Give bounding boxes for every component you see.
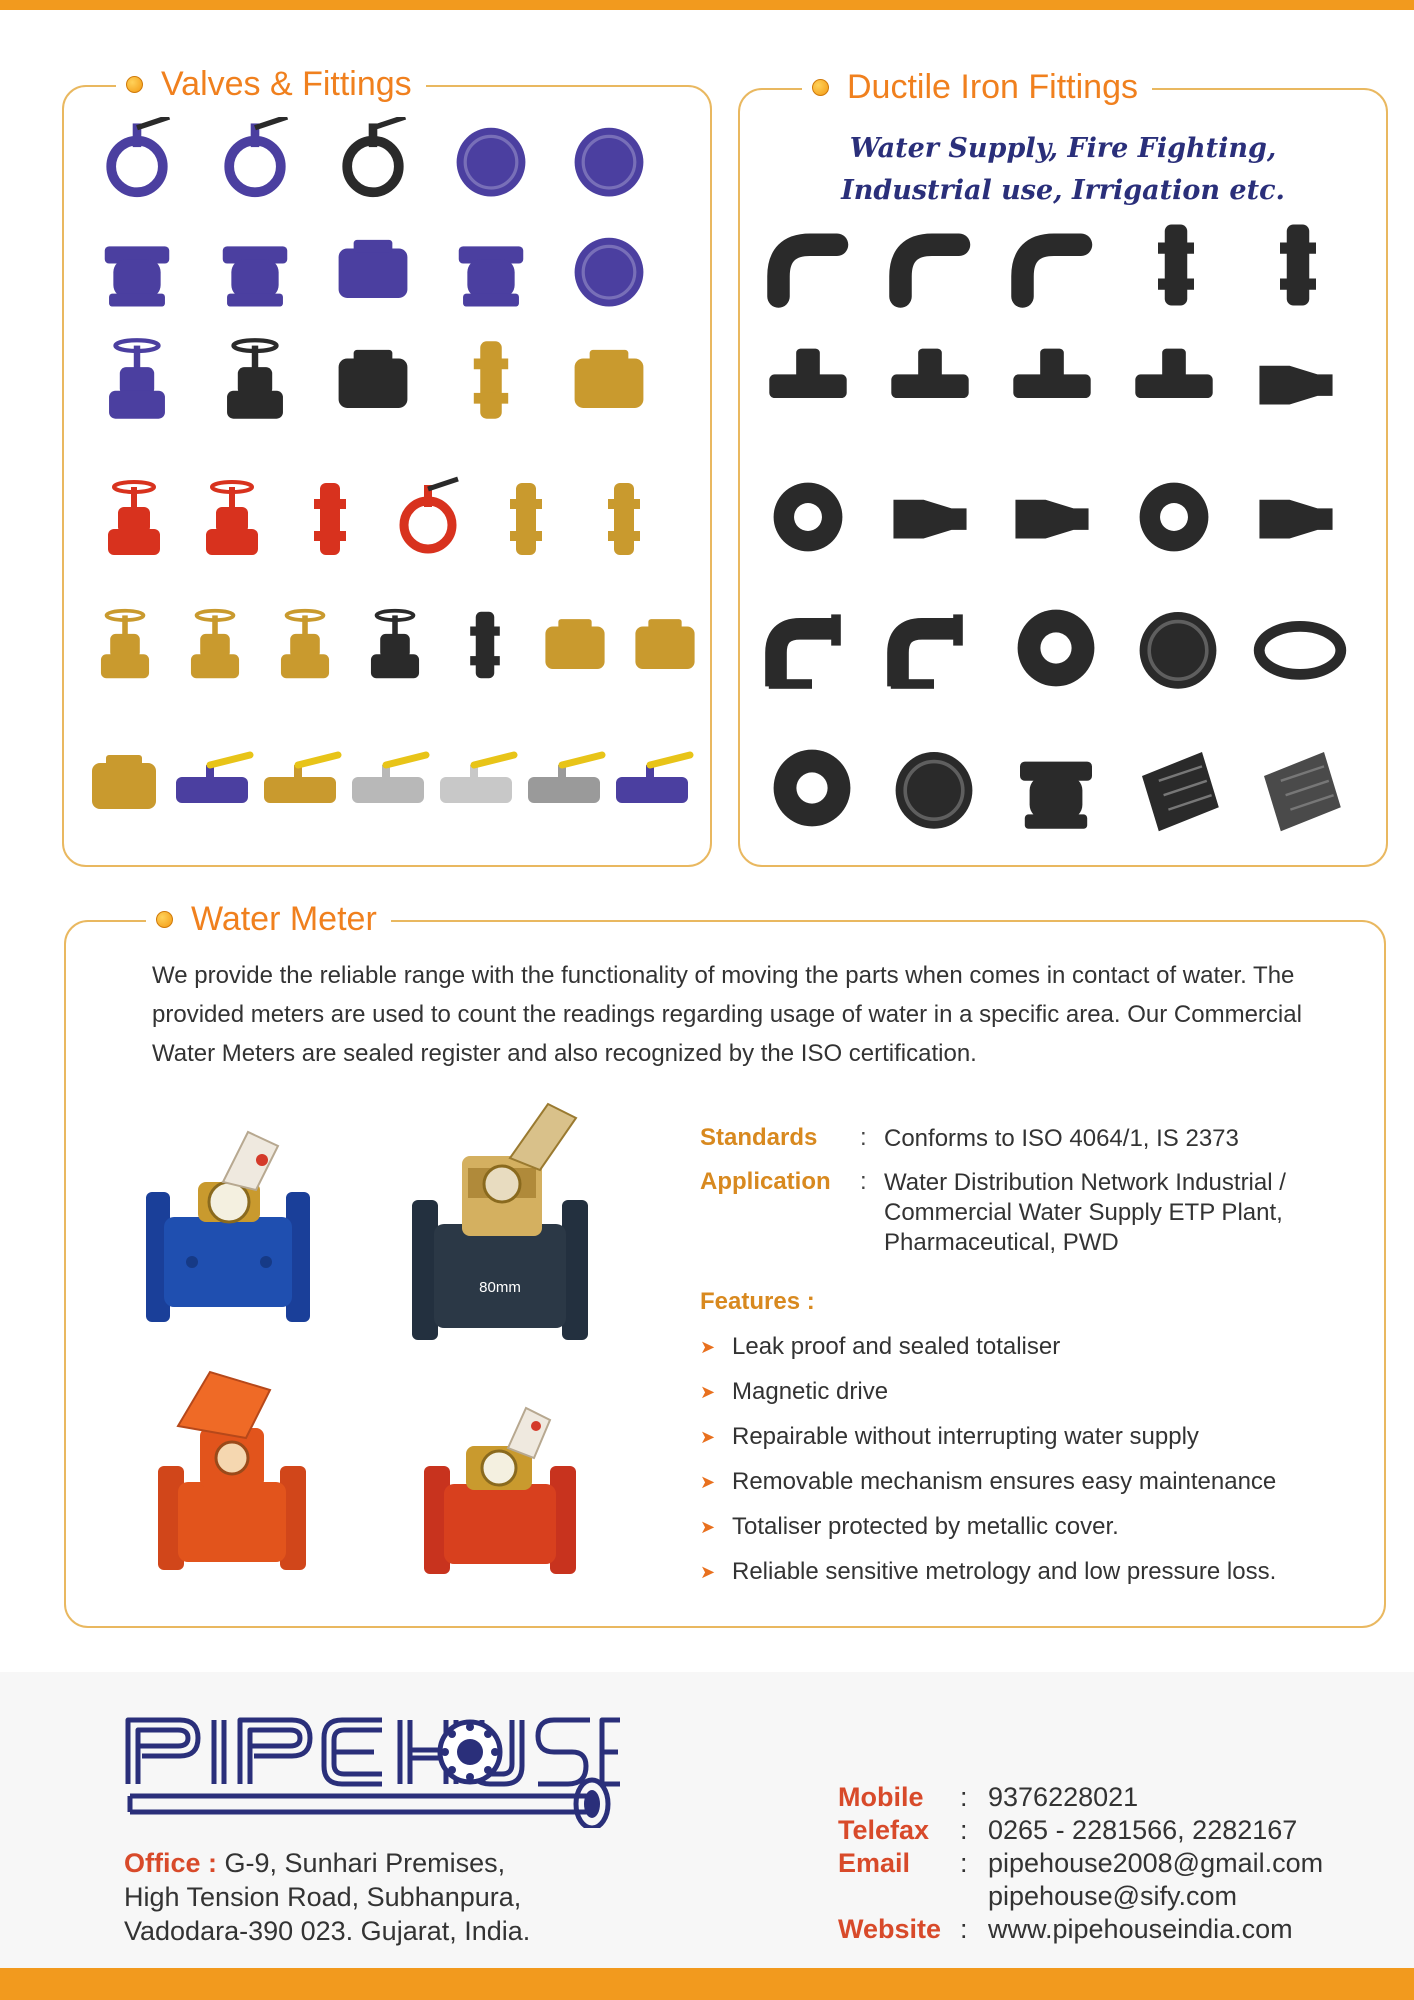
arrow-right-icon: ➤ (700, 1561, 716, 1582)
website-colon: : (960, 1914, 968, 1944)
website-link[interactable]: www.pipehouseindia.com (988, 1914, 1293, 1944)
standards-colon: : (860, 1124, 867, 1151)
feature-item: ➤ Removable mechanism ensures easy maintenance (700, 1468, 1277, 1495)
sluice-valve-image (94, 337, 180, 423)
valves-fittings-panel (62, 65, 712, 867)
wafer-butterfly-valve-image (330, 117, 416, 203)
features-title: Features : (700, 1288, 815, 1315)
dual-plate-check-valve-image (566, 117, 652, 203)
email-value-primary[interactable]: pipehouse2008@gmail.com (988, 1848, 1324, 1878)
water-meter-description: We provide the reliable range with the functionality of moving the parts when comes in contact of water. The provided meters are used to count the readings regarding usage of water in a specific area. Our Commercial Water Meters are sealed register and also recognized by the ISO certification. (152, 962, 1302, 1067)
flanged-ball-valve-image (522, 743, 606, 823)
brass-union-image (448, 603, 522, 687)
arrow-right-icon: ➤ (700, 1426, 716, 1447)
ms-ball-valve-image (170, 743, 254, 823)
telefax-label: Telefax (838, 1815, 930, 1845)
check-valve-disc-image (448, 117, 534, 203)
di-flanged-spigot-image (1124, 474, 1224, 560)
brass-check-valve-image (566, 337, 652, 423)
di-socket-piece-image (880, 474, 980, 560)
feature-item: ➤ Reliable sensitive metrology and low pressure loss. (700, 1558, 1277, 1585)
three-piece-ball-valve-image (434, 743, 518, 823)
landing-valve-image (94, 475, 174, 563)
di-gasket-ring-image (1252, 600, 1348, 696)
brass-lever-ball-valve-image (258, 743, 342, 823)
di-long-collar-image (1250, 220, 1346, 310)
di-y-branch-image (1124, 340, 1224, 426)
red-water-meter-image (418, 1402, 582, 1580)
email-colon: : (960, 1848, 968, 1878)
mobile-colon: : (960, 1782, 968, 1812)
top-accent-bar (0, 0, 1414, 10)
non-return-valve-image (566, 227, 652, 313)
ss-ball-valve-image (346, 743, 430, 823)
purple-ball-valve-image (610, 743, 694, 823)
email-label: Email (838, 1848, 911, 1878)
di-45-bend-image (1006, 220, 1102, 310)
telefax-value: 0265 - 2281566, 2282167 (988, 1815, 1298, 1845)
brass-pressure-valve-image (88, 603, 162, 687)
di-flanged-socket-image (758, 474, 858, 560)
pipe-house-logo (120, 1700, 632, 1828)
di-flange-adaptor-image (1008, 600, 1104, 696)
bullet-dot-icon (156, 911, 173, 928)
black-stop-valve-image (358, 603, 432, 687)
arrow-right-icon: ➤ (700, 1381, 716, 1402)
di-blank-flange-image (1130, 600, 1226, 696)
swing-check-valve-image (330, 337, 416, 423)
brass-coupling-image (448, 337, 534, 423)
feature-item: ➤ Repairable without interrupting water supply (700, 1423, 1199, 1450)
valves-product-grid (64, 87, 714, 869)
office-address: Office : G-9, Sunhari Premises, High Tension Road, Subhanpura, Vadodara-390 023. Gujarat, India. (124, 1848, 531, 1946)
ductile-iron-title: Ductile Iron Fittings (802, 68, 1152, 107)
di-puddle-flange-image (1008, 740, 1104, 836)
pipe-house-logo-graphic (120, 1700, 632, 1828)
orange-water-meter-image (150, 1366, 314, 1580)
brass-ball-valve-image (538, 603, 612, 687)
feature-item: ➤ Totaliser protected by metallic cover. (700, 1513, 1119, 1540)
pot-strainer-image (448, 227, 534, 313)
standards-label: Standards (700, 1124, 818, 1151)
bottom-accent-bar (0, 1968, 1414, 2000)
arrow-right-icon: ➤ (700, 1471, 716, 1492)
arrow-right-icon: ➤ (700, 1516, 716, 1537)
hydrant-valve-image (192, 475, 272, 563)
gate-valve-image (212, 337, 298, 423)
di-reducer-image (1002, 474, 1102, 560)
di-manhole-cover-image (1130, 740, 1226, 836)
website-label: Website (838, 1914, 942, 1944)
email-value-secondary[interactable]: pipehouse@sify.com (988, 1881, 1238, 1911)
y-strainer-image (330, 227, 416, 313)
mobile-label: Mobile (838, 1782, 924, 1812)
office-label: Office : (124, 1848, 218, 1878)
feature-item: ➤ Leak proof and sealed totaliser (700, 1333, 1061, 1360)
fire-branch-pipe-image (290, 475, 370, 563)
ductile-iron-panel (738, 68, 1388, 867)
mobile-value: 9376228021 (988, 1782, 1139, 1812)
brass-hose-coupling-image (584, 475, 664, 563)
di-flanged-tee-image (1002, 340, 1102, 426)
brass-globe-valve-image (178, 603, 252, 687)
brass-y-strainer-image (82, 743, 166, 823)
meter-size-label: 80mm (479, 1279, 521, 1296)
arrow-right-icon: ➤ (700, 1336, 716, 1357)
fire-butterfly-valve-image (388, 475, 468, 563)
blue-water-meter-image (128, 1122, 328, 1352)
di-socket-collar-image (1128, 220, 1224, 310)
di-duckfoot-tee-image (886, 600, 982, 696)
feature-item: ➤ Magnetic drive (700, 1378, 889, 1405)
di-duckfoot-bend-image (764, 600, 860, 696)
double-air-valve-image (94, 227, 180, 313)
ductile-product-grid (740, 90, 1390, 869)
water-meter-title: Water Meter (146, 900, 391, 939)
di-socket-tee-image (880, 340, 980, 426)
ductile-tagline: Water Supply, Fire Fighting, Industrial use, Irrigation etc. (841, 133, 1285, 206)
butterfly-valve-image (94, 117, 180, 203)
di-dismantling-joint-image (1246, 474, 1346, 560)
di-double-socket-image (1246, 340, 1346, 426)
brass-stop-valve-image (268, 603, 342, 687)
standards-value: Conforms to ISO 4064/1, IS 2373 (884, 1125, 1239, 1152)
application-colon: : (860, 1168, 867, 1195)
application-value: Water Distribution Network Industrial / Commercial Water Supply ETP Plant, Pharmaceutical, PWD (884, 1169, 1286, 1256)
telefax-colon: : (960, 1815, 968, 1845)
valves-fittings-title: Valves & Fittings (116, 65, 426, 104)
di-socket-bend-image (884, 220, 980, 310)
application-label: Application (700, 1168, 831, 1195)
brass-branch-pipe-image (486, 475, 566, 563)
di-socket-cap-image (764, 740, 860, 836)
di-end-cap-image (886, 740, 982, 836)
di-all-socket-tee-image (758, 340, 858, 426)
lever-butterfly-valve-image (212, 117, 298, 203)
brass-swing-check-image (628, 603, 702, 687)
di-gully-grating-image (1252, 740, 1348, 836)
di-flanged-bend-image (762, 220, 858, 310)
black-brass-water-meter-image (400, 1096, 600, 1352)
single-air-valve-image (212, 227, 298, 313)
